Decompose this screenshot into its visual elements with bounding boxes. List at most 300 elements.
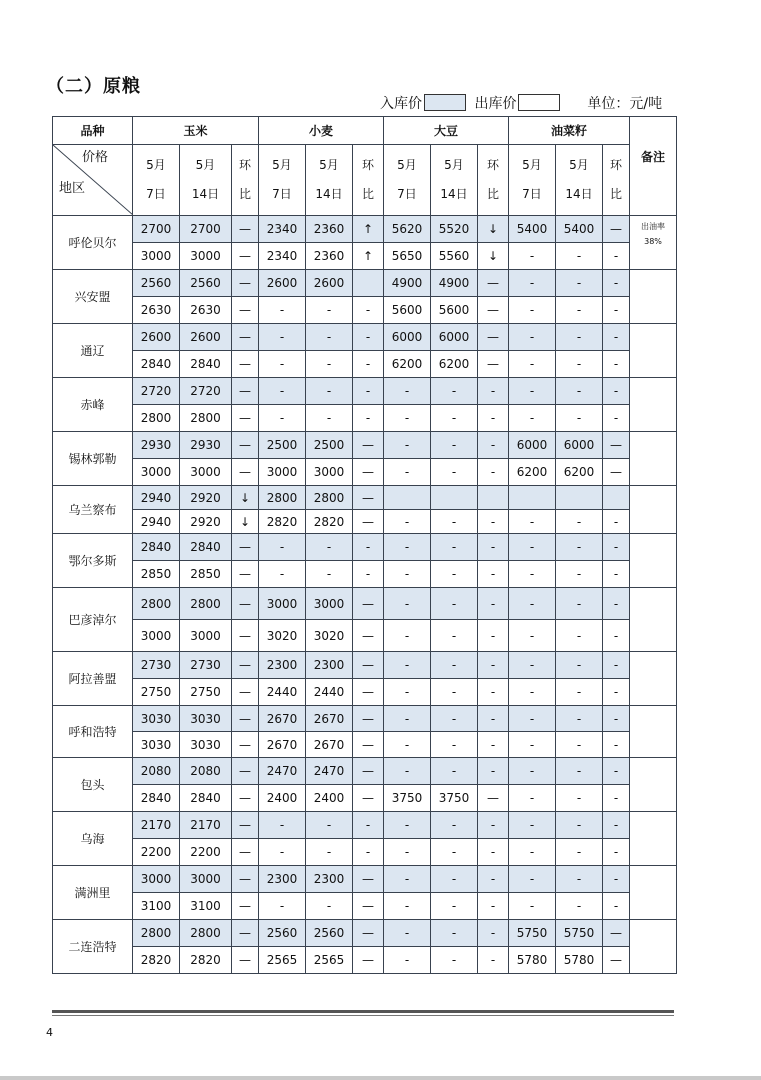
price-cell: - xyxy=(556,561,603,588)
price-cell: - xyxy=(259,893,306,920)
change-char: 比 xyxy=(609,187,622,201)
date1-rapeseed-header xyxy=(509,145,556,216)
price-cell: - xyxy=(509,297,556,324)
price-cell: 2470 xyxy=(306,758,353,785)
price-cell: - xyxy=(431,679,478,706)
table-row xyxy=(53,785,677,812)
price-cell: - xyxy=(431,405,478,432)
price-cell: — xyxy=(232,534,259,561)
price-cell: - xyxy=(431,706,478,732)
price-cell: - xyxy=(384,679,431,706)
price-cell: - xyxy=(353,812,384,839)
price-cell: 3100 xyxy=(180,893,232,920)
price-cell: - xyxy=(431,732,478,758)
price-cell: — xyxy=(353,459,384,486)
price-cell: 3020 xyxy=(259,620,306,652)
date-day: 7日 xyxy=(146,187,166,201)
table-row xyxy=(53,561,677,588)
price-cell xyxy=(509,486,556,510)
price-cell: — xyxy=(603,920,630,947)
price-cell: - xyxy=(603,510,630,534)
table-row xyxy=(53,588,677,620)
price-cell: - xyxy=(603,758,630,785)
price-cell: - xyxy=(478,732,509,758)
price-legend xyxy=(380,93,662,113)
price-cell: — xyxy=(353,486,384,510)
price-cell: - xyxy=(509,243,556,270)
price-cell: - xyxy=(556,620,603,652)
price-cell: 2850 xyxy=(180,561,232,588)
price-cell: 2670 xyxy=(259,732,306,758)
price-cell xyxy=(556,486,603,510)
date-month: 5月 xyxy=(272,158,292,173)
remark-cell xyxy=(630,920,677,974)
price-cell: 2700 xyxy=(133,216,180,243)
date-day: 14日 xyxy=(565,187,593,201)
price-cell: 6000 xyxy=(509,432,556,459)
date-day: 14日 xyxy=(191,187,220,201)
table-row xyxy=(53,758,677,785)
price-cell: — xyxy=(353,732,384,758)
price-cell: - xyxy=(431,920,478,947)
price-cell: - xyxy=(353,324,384,351)
footer-rule-thin xyxy=(52,1015,674,1016)
page-number: 4 xyxy=(46,1026,53,1039)
price-cell: - xyxy=(509,732,556,758)
price-cell: 2500 xyxy=(259,432,306,459)
price-cell: - xyxy=(431,839,478,866)
table-row xyxy=(53,893,677,920)
region-name: 鄂尔多斯 xyxy=(53,534,133,588)
price-cell: 6200 xyxy=(556,459,603,486)
region-name: 包头 xyxy=(53,758,133,812)
price-cell: - xyxy=(353,297,384,324)
price-cell: - xyxy=(384,758,431,785)
price-cell: - xyxy=(259,839,306,866)
price-cell: ↓ xyxy=(478,243,509,270)
price-cell: - xyxy=(384,534,431,561)
price-cell: - xyxy=(509,405,556,432)
price-cell: 2820 xyxy=(259,510,306,534)
price-cell: ↓ xyxy=(232,510,259,534)
price-cell: - xyxy=(556,706,603,732)
price-cell: - xyxy=(478,620,509,652)
price-cell: - xyxy=(384,706,431,732)
remark-cell xyxy=(630,812,677,866)
price-label: 价格 xyxy=(81,150,108,165)
price-cell: - xyxy=(353,351,384,378)
price-cell: 2720 xyxy=(133,378,180,405)
price-cell: - xyxy=(384,732,431,758)
price-cell: - xyxy=(478,534,509,561)
price-cell: - xyxy=(431,588,478,620)
table-row xyxy=(53,732,677,758)
commodity-header-corn: 玉米 xyxy=(133,117,259,145)
price-cell: 3000 xyxy=(133,459,180,486)
price-cell: - xyxy=(603,706,630,732)
price-cell: — xyxy=(353,510,384,534)
price-cell: 2800 xyxy=(133,405,180,432)
price-cell: 2670 xyxy=(259,706,306,732)
table-row xyxy=(53,270,677,297)
remark-header: 备注 xyxy=(630,117,677,216)
price-cell: - xyxy=(478,947,509,974)
date1-corn-header xyxy=(133,145,180,216)
table-row xyxy=(53,486,677,510)
legend-out-swatch xyxy=(518,94,560,111)
price-cell: - xyxy=(556,324,603,351)
remark-note-line: 38% xyxy=(644,237,662,247)
price-cell: — xyxy=(232,893,259,920)
price-cell: - xyxy=(603,588,630,620)
price-cell: 5520 xyxy=(431,216,478,243)
price-cell: - xyxy=(384,947,431,974)
remark-cell xyxy=(630,706,677,758)
price-cell: 3000 xyxy=(180,620,232,652)
date1-wheat-header xyxy=(259,145,306,216)
price-cell xyxy=(478,486,509,510)
price-region-corner xyxy=(53,145,133,216)
price-cell: - xyxy=(259,534,306,561)
price-cell: — xyxy=(478,297,509,324)
price-cell: — xyxy=(478,270,509,297)
price-cell: 2840 xyxy=(133,534,180,561)
price-cell: 3000 xyxy=(180,243,232,270)
table-row xyxy=(53,652,677,679)
price-cell: - xyxy=(478,706,509,732)
price-cell: - xyxy=(478,561,509,588)
price-cell: - xyxy=(478,839,509,866)
price-cell: 2565 xyxy=(259,947,306,974)
table-row xyxy=(53,812,677,839)
price-cell: - xyxy=(259,378,306,405)
price-cell: - xyxy=(556,839,603,866)
price-cell: - xyxy=(478,812,509,839)
price-cell: - xyxy=(509,758,556,785)
price-cell: — xyxy=(232,758,259,785)
price-cell: - xyxy=(384,893,431,920)
price-cell: 2700 xyxy=(180,216,232,243)
region-name: 赤峰 xyxy=(53,378,133,432)
price-cell: 2600 xyxy=(133,324,180,351)
price-cell: - xyxy=(509,893,556,920)
commodity-header-soybean: 大豆 xyxy=(384,117,509,145)
price-cell: 2360 xyxy=(306,216,353,243)
price-cell: — xyxy=(232,351,259,378)
price-cell: 5650 xyxy=(384,243,431,270)
price-cell: — xyxy=(232,679,259,706)
price-cell: 2920 xyxy=(180,486,232,510)
price-table xyxy=(52,116,677,974)
table-row xyxy=(53,351,677,378)
price-cell: 2800 xyxy=(180,920,232,947)
price-cell: - xyxy=(556,758,603,785)
price-cell: — xyxy=(232,706,259,732)
price-cell: 3000 xyxy=(180,459,232,486)
price-cell: - xyxy=(478,679,509,706)
region-name: 乌兰察布 xyxy=(53,486,133,534)
price-cell: 2820 xyxy=(306,510,353,534)
price-cell: — xyxy=(232,620,259,652)
price-cell: 2940 xyxy=(133,486,180,510)
price-cell: — xyxy=(353,432,384,459)
region-name: 阿拉善盟 xyxy=(53,652,133,706)
price-cell: 3020 xyxy=(306,620,353,652)
price-cell: 5400 xyxy=(556,216,603,243)
price-cell: 2930 xyxy=(180,432,232,459)
price-cell: - xyxy=(556,351,603,378)
price-cell: — xyxy=(603,432,630,459)
price-cell: 3000 xyxy=(133,243,180,270)
remark-cell xyxy=(630,486,677,534)
table-row xyxy=(53,324,677,351)
price-cell: 2820 xyxy=(180,947,232,974)
price-cell: 2670 xyxy=(306,732,353,758)
price-cell: - xyxy=(509,534,556,561)
price-cell: - xyxy=(431,620,478,652)
price-cell: 2340 xyxy=(259,243,306,270)
remark-cell xyxy=(630,758,677,812)
price-cell: — xyxy=(353,588,384,620)
table-row xyxy=(53,405,677,432)
price-cell: 3030 xyxy=(180,732,232,758)
price-cell: 2840 xyxy=(133,351,180,378)
change-char: 比 xyxy=(486,187,499,201)
price-cell: - xyxy=(603,866,630,893)
price-cell: 2200 xyxy=(180,839,232,866)
price-cell: — xyxy=(603,216,630,243)
price-cell: — xyxy=(353,652,384,679)
price-cell: 2800 xyxy=(133,588,180,620)
price-cell: - xyxy=(431,893,478,920)
table-row xyxy=(53,297,677,324)
price-cell: - xyxy=(509,588,556,620)
price-cell: ↓ xyxy=(232,486,259,510)
price-cell: 2730 xyxy=(180,652,232,679)
date-month: 5月 xyxy=(522,158,542,173)
remark-cell xyxy=(630,216,677,270)
price-cell: 6200 xyxy=(509,459,556,486)
commodity-header-rapeseed: 油菜籽 xyxy=(509,117,630,145)
price-cell: - xyxy=(603,297,630,324)
region-name: 呼和浩特 xyxy=(53,706,133,758)
price-cell: - xyxy=(478,459,509,486)
price-cell: 2080 xyxy=(180,758,232,785)
price-cell: - xyxy=(306,893,353,920)
table-row xyxy=(53,432,677,459)
price-cell: 2730 xyxy=(133,652,180,679)
price-cell: - xyxy=(306,534,353,561)
price-cell: - xyxy=(306,561,353,588)
price-cell: - xyxy=(431,758,478,785)
price-cell: - xyxy=(556,270,603,297)
price-cell: 4900 xyxy=(431,270,478,297)
price-cell: 3000 xyxy=(259,459,306,486)
price-cell: - xyxy=(556,893,603,920)
table-row xyxy=(53,459,677,486)
price-cell: 2560 xyxy=(306,920,353,947)
price-cell: - xyxy=(603,405,630,432)
price-cell: - xyxy=(603,893,630,920)
date2-corn-header xyxy=(180,145,232,216)
region-name: 乌海 xyxy=(53,812,133,866)
price-cell: 3000 xyxy=(133,866,180,893)
commodity-header-wheat: 小麦 xyxy=(259,117,384,145)
price-cell: 5600 xyxy=(384,297,431,324)
price-cell: - xyxy=(478,405,509,432)
price-cell: 2850 xyxy=(133,561,180,588)
price-cell: 5600 xyxy=(431,297,478,324)
price-cell: — xyxy=(478,785,509,812)
price-cell: 2840 xyxy=(180,351,232,378)
price-cell: 6200 xyxy=(431,351,478,378)
price-cell: — xyxy=(478,324,509,351)
price-cell: — xyxy=(232,432,259,459)
price-cell: — xyxy=(232,732,259,758)
date-day: 7日 xyxy=(272,187,292,201)
region-name: 兴安盟 xyxy=(53,270,133,324)
price-cell: - xyxy=(556,510,603,534)
change-corn-header xyxy=(232,145,259,216)
price-cell xyxy=(384,486,431,510)
price-cell: 2300 xyxy=(259,652,306,679)
price-cell: - xyxy=(556,785,603,812)
price-cell: - xyxy=(478,866,509,893)
price-cell: 2300 xyxy=(259,866,306,893)
price-cell: - xyxy=(478,758,509,785)
price-cell: 3000 xyxy=(259,588,306,620)
change-rapeseed-header xyxy=(603,145,630,216)
price-cell: - xyxy=(556,243,603,270)
price-cell: — xyxy=(353,706,384,732)
table-row xyxy=(53,947,677,974)
price-cell: - xyxy=(509,785,556,812)
price-cell: - xyxy=(384,588,431,620)
price-cell: - xyxy=(431,561,478,588)
table-row xyxy=(53,216,677,243)
price-cell: - xyxy=(509,351,556,378)
price-cell: ↑ xyxy=(353,216,384,243)
price-cell: — xyxy=(232,812,259,839)
price-cell: — xyxy=(232,243,259,270)
price-cell: 3750 xyxy=(431,785,478,812)
price-cell: - xyxy=(509,866,556,893)
price-cell: - xyxy=(431,866,478,893)
price-cell: - xyxy=(603,679,630,706)
price-cell: 2820 xyxy=(133,947,180,974)
remark-cell xyxy=(630,324,677,378)
change-char: 环 xyxy=(361,158,374,173)
price-cell: — xyxy=(232,785,259,812)
price-cell: — xyxy=(232,947,259,974)
remark-cell xyxy=(630,534,677,588)
change-char: 环 xyxy=(486,158,499,173)
price-cell: - xyxy=(509,812,556,839)
price-cell: - xyxy=(384,812,431,839)
price-cell: - xyxy=(353,378,384,405)
price-cell: 3000 xyxy=(180,866,232,893)
price-cell: - xyxy=(259,405,306,432)
price-cell: 2170 xyxy=(133,812,180,839)
price-cell: 3000 xyxy=(306,459,353,486)
price-cell: - xyxy=(431,432,478,459)
remark-cell xyxy=(630,652,677,706)
date-day: 14日 xyxy=(315,187,343,201)
price-cell: - xyxy=(603,324,630,351)
price-cell: 3000 xyxy=(306,588,353,620)
unit-label: 单位：元/吨 xyxy=(587,96,663,112)
price-cell: 2750 xyxy=(133,679,180,706)
price-cell: - xyxy=(603,839,630,866)
price-cell: — xyxy=(232,297,259,324)
price-cell: 2600 xyxy=(259,270,306,297)
price-cell: - xyxy=(556,652,603,679)
remark-note-line: 出油率 xyxy=(641,222,665,231)
price-cell: 3100 xyxy=(133,893,180,920)
price-cell: - xyxy=(556,679,603,706)
price-cell: 2500 xyxy=(306,432,353,459)
price-cell: 5400 xyxy=(509,216,556,243)
table-row xyxy=(53,534,677,561)
date-day: 14日 xyxy=(440,187,468,201)
date2-wheat-header xyxy=(306,145,353,216)
price-cell: - xyxy=(431,947,478,974)
price-cell: — xyxy=(232,378,259,405)
date-month: 5月 xyxy=(397,158,417,173)
footer-rule xyxy=(52,1010,674,1013)
price-cell: 2670 xyxy=(306,706,353,732)
price-cell: — xyxy=(232,324,259,351)
price-cell: - xyxy=(478,510,509,534)
price-cell: 2630 xyxy=(133,297,180,324)
price-cell: - xyxy=(603,270,630,297)
price-cell: — xyxy=(232,839,259,866)
price-cell: - xyxy=(603,785,630,812)
price-cell: - xyxy=(603,812,630,839)
price-cell: 2300 xyxy=(306,866,353,893)
price-cell: 4900 xyxy=(384,270,431,297)
region-name: 满洲里 xyxy=(53,866,133,920)
price-cell: - xyxy=(603,561,630,588)
price-cell: — xyxy=(353,620,384,652)
price-cell: - xyxy=(431,378,478,405)
date-month: 5月 xyxy=(319,158,339,173)
price-cell: - xyxy=(353,839,384,866)
table-row xyxy=(53,839,677,866)
price-cell: — xyxy=(232,588,259,620)
change-char: 比 xyxy=(361,187,374,201)
table-row xyxy=(53,679,677,706)
date-day: 7日 xyxy=(522,187,542,201)
price-cell: 2300 xyxy=(306,652,353,679)
price-cell: 2340 xyxy=(259,216,306,243)
price-cell: 2080 xyxy=(133,758,180,785)
price-cell: - xyxy=(556,732,603,758)
price-cell: - xyxy=(306,839,353,866)
price-cell: 5780 xyxy=(509,947,556,974)
price-cell: - xyxy=(431,459,478,486)
price-cell: 2840 xyxy=(133,785,180,812)
price-cell: 2800 xyxy=(133,920,180,947)
price-cell: - xyxy=(306,351,353,378)
price-cell: — xyxy=(353,866,384,893)
table-row xyxy=(53,866,677,893)
price-cell: - xyxy=(259,351,306,378)
price-cell: 2720 xyxy=(180,378,232,405)
region-name: 锡林郭勒 xyxy=(53,432,133,486)
date-month: 5月 xyxy=(195,158,216,173)
price-cell: - xyxy=(431,652,478,679)
